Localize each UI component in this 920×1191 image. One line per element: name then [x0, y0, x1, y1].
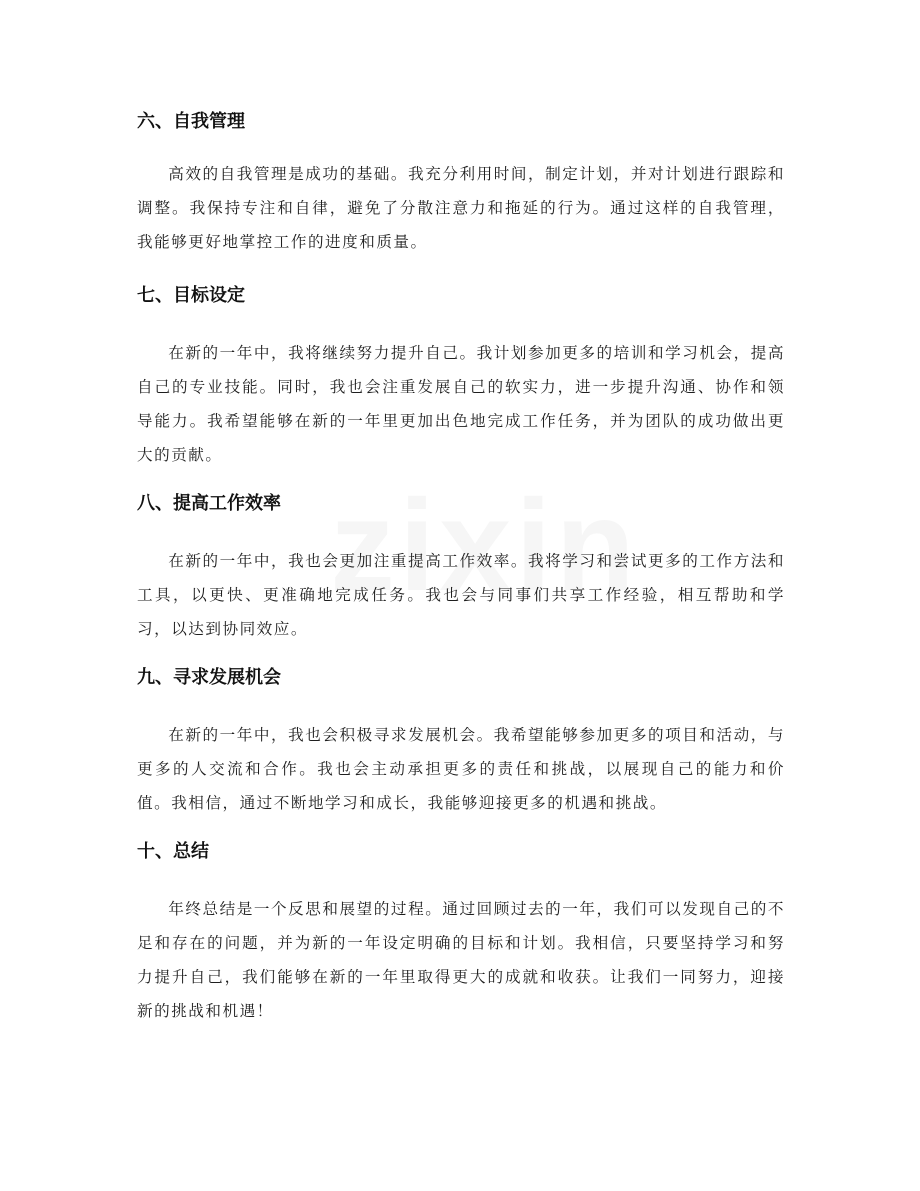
section-goal-setting: [137, 284, 785, 472]
section-paragraph: 在新的一年中，我也会积极寻求发展机会。我希望能够参加更多的项目和活动，与更多的人交流和合作。我也会主动承担更多的责任和挑战，以展现自己的能力和价值。我相信，通过不断地学习和成长，我能够迎接更多的机遇和挑战。: [137, 726, 785, 812]
section-paragraph: 在新的一年中，我将继续努力提升自己。我计划参加更多的培训和学习机会，提高自己的专业技能。同时，我也会注重发展自己的软实力，进一步提升沟通、协作和领导能力。我希望能够在新的一年里更加出色地完成工作任务，并为团队的成功做出更大的贡献。: [137, 344, 785, 464]
section-heading: 十、总结: [137, 841, 209, 862]
section-paragraph: 高效的自我管理是成功的基础。我充分利用时间，制定计划，并对计划进行跟踪和调整。我保持专注和自律，避免了分散注意力和拖延的行为。通过这样的自我管理，我能够更好地掌控工作的进度和质量。: [137, 165, 785, 251]
section-heading: 七、目标设定: [137, 285, 245, 306]
section-summary: [137, 840, 785, 1028]
section-development-opportunities: [137, 666, 785, 820]
section-self-management: [137, 110, 785, 259]
section-paragraph: 年终总结是一个反思和展望的过程。通过回顾过去的一年，我们可以发现自己的不足和存在的问题，并为新的一年设定明确的目标和计划。我相信，只要坚持学习和努力提升自己，我们能够在新的一年里取得更大的成就和收获。让我们一同努力，迎接新的挑战和机遇！: [137, 900, 785, 1020]
section-heading: 八、提高工作效率: [137, 493, 281, 514]
section-work-efficiency: [137, 492, 785, 646]
section-paragraph: 在新的一年中，我也会更加注重提高工作效率。我将学习和尝试更多的工作方法和工具，以更快、更准确地完成任务。我也会与同事们共享工作经验，相互帮助和学习，以达到协同效应。: [137, 552, 785, 638]
section-heading: 九、寻求发展机会: [137, 667, 281, 688]
section-heading: 六、自我管理: [137, 111, 245, 132]
